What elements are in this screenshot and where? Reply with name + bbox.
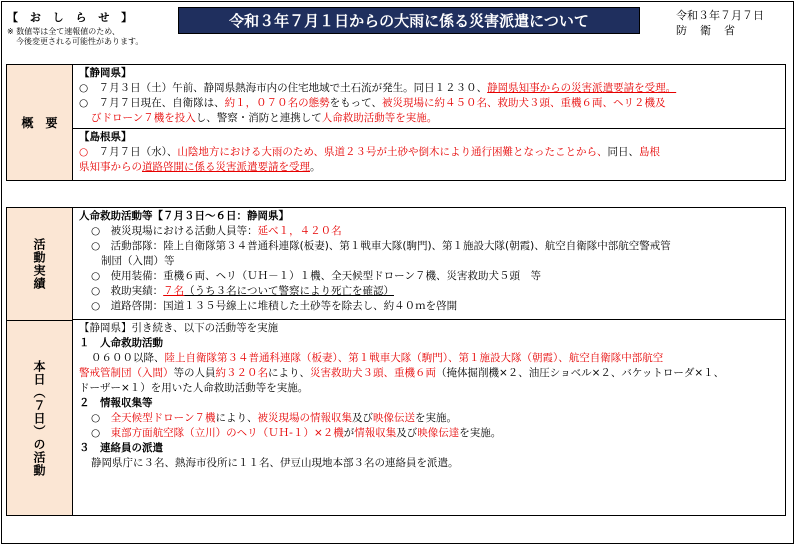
activities-record (73, 208, 785, 320)
activity-item-equipment: ○ 使用装備：重機６両、ヘリ（ＵＨ－１）１機、全天候型ドローン７機、災害救助犬５頭 等 (91, 270, 541, 282)
shizuoka-line-2: ○ ７月７日現在、自衛隊は、約１，０７０名の態勢をもって、被災現場に約４５０名、救助犬３頭、重機６両、ヘリ２機及 (79, 97, 666, 109)
activity-item-personnel: ○ 被災現場における活動人員等：延べ１，４２０名 (91, 225, 342, 237)
page-title: 令和３年７月１日からの大雨に係る災害派遣について (178, 7, 640, 34)
shimane-line-1: ○ ７月７日（水）、山陰地方における大雨のため、県道２３号が土砂や倒木により通行困難となったことから、同日、島根 (79, 146, 660, 158)
today-label: 本日（７日）の活動 (7, 320, 73, 515)
activity-item-units-cont: 制団（入間）等 (101, 255, 175, 267)
today-heading-rescue: １ 人命救助活動 (79, 337, 163, 349)
overview-label: 概 要 (7, 65, 73, 180)
activities-section (6, 207, 786, 516)
shizuoka-line-1: ○ ７月３日（土）午前、静岡県熱海市内の住宅地域で土石流が発生。同日１２３０、静岡県知事からの災害派遣要請を受理。 (79, 82, 677, 94)
shizuoka-heading: 【静岡県】 (79, 67, 132, 79)
ministry-name: 防衛省 (676, 24, 748, 37)
today-rescue-line-3: ドーザー×１）を用いた人命救助活動等を実施。 (79, 382, 309, 394)
overview-shizuoka (73, 65, 785, 129)
activity-item-units: ○ 活動部隊：陸上自衛隊第３４普通科連隊(板妻)、第１戦車大隊(駒門)、第１施設大隊(朝霞)、航空自衛隊中部航空警戒管 (91, 240, 671, 252)
today-rescue-line-2: 警戒管制団（入間）等の人員約３２０名により、災害救助犬３頭、重機６両（掩体掘削機×２、油圧ショベル×２、バケットローダ×１、 (79, 367, 725, 379)
today-rescue-line-1: ０６００以降、陸上自衛隊第３４普通科連隊（板妻）、第１戦車大隊（駒門）、第１施設大隊（朝霞）、航空自衛隊中部航空 (91, 352, 664, 364)
disclaimer-line-1: ※ 数値等は全て速報値のため、 (7, 27, 120, 36)
shimane-line-2: 県知事からの道路啓開に係る災害派遣要請を受理。 (79, 161, 321, 173)
activity-item-road-clearing: ○ 道路啓開：国道１３５号線上に堆積した土砂等を除去し、約４０ｍを啓開 (91, 300, 458, 312)
disclaimer-line-2: 今後変更される可能性があります。 (16, 37, 144, 46)
today-intro: 【静岡県】引き続き、以下の活動等を実施 (79, 322, 279, 334)
shizuoka-line-3: びドローン７機を投入し、警察・消防と連携して人命救助活動等を実施。 (91, 112, 438, 124)
today-info-drone: ○ 全天候型ドローン７機により、被災現場の情報収集及び映像伝送を実施。 (91, 412, 457, 424)
overview-shimane (73, 129, 785, 180)
disclaimer-note (7, 27, 143, 47)
notice-label: 【 お し ら せ 】 (7, 11, 137, 24)
shimane-heading: 【島根県】 (79, 131, 132, 143)
today-activities (73, 320, 785, 515)
activity-item-rescues: ○ 救助実績：７名（うち３名について警察により死亡を確認） (91, 285, 394, 297)
today-heading-info: ２ 情報収集等 (79, 397, 153, 409)
overview-section (6, 64, 786, 181)
issue-date: 令和３年７月７日 (676, 9, 764, 22)
activities-heading: 人命救助活動等【７月３日～６日：静岡県】 (79, 210, 289, 222)
activities-label: 活動実績 (7, 208, 73, 320)
today-info-heli: ○ 東部方面航空隊（立川）のヘリ（ＵＨ-１）×２機が情報収集及び映像伝達を実施。 (91, 427, 502, 439)
issuer-block (676, 8, 764, 38)
today-liaison-text: 静岡県庁に３名、熱海市役所に１１名、伊豆山現地本部３名の連絡員を派遣。 (91, 457, 459, 469)
today-heading-liaison: ３ 連絡員の派遣 (79, 442, 163, 454)
